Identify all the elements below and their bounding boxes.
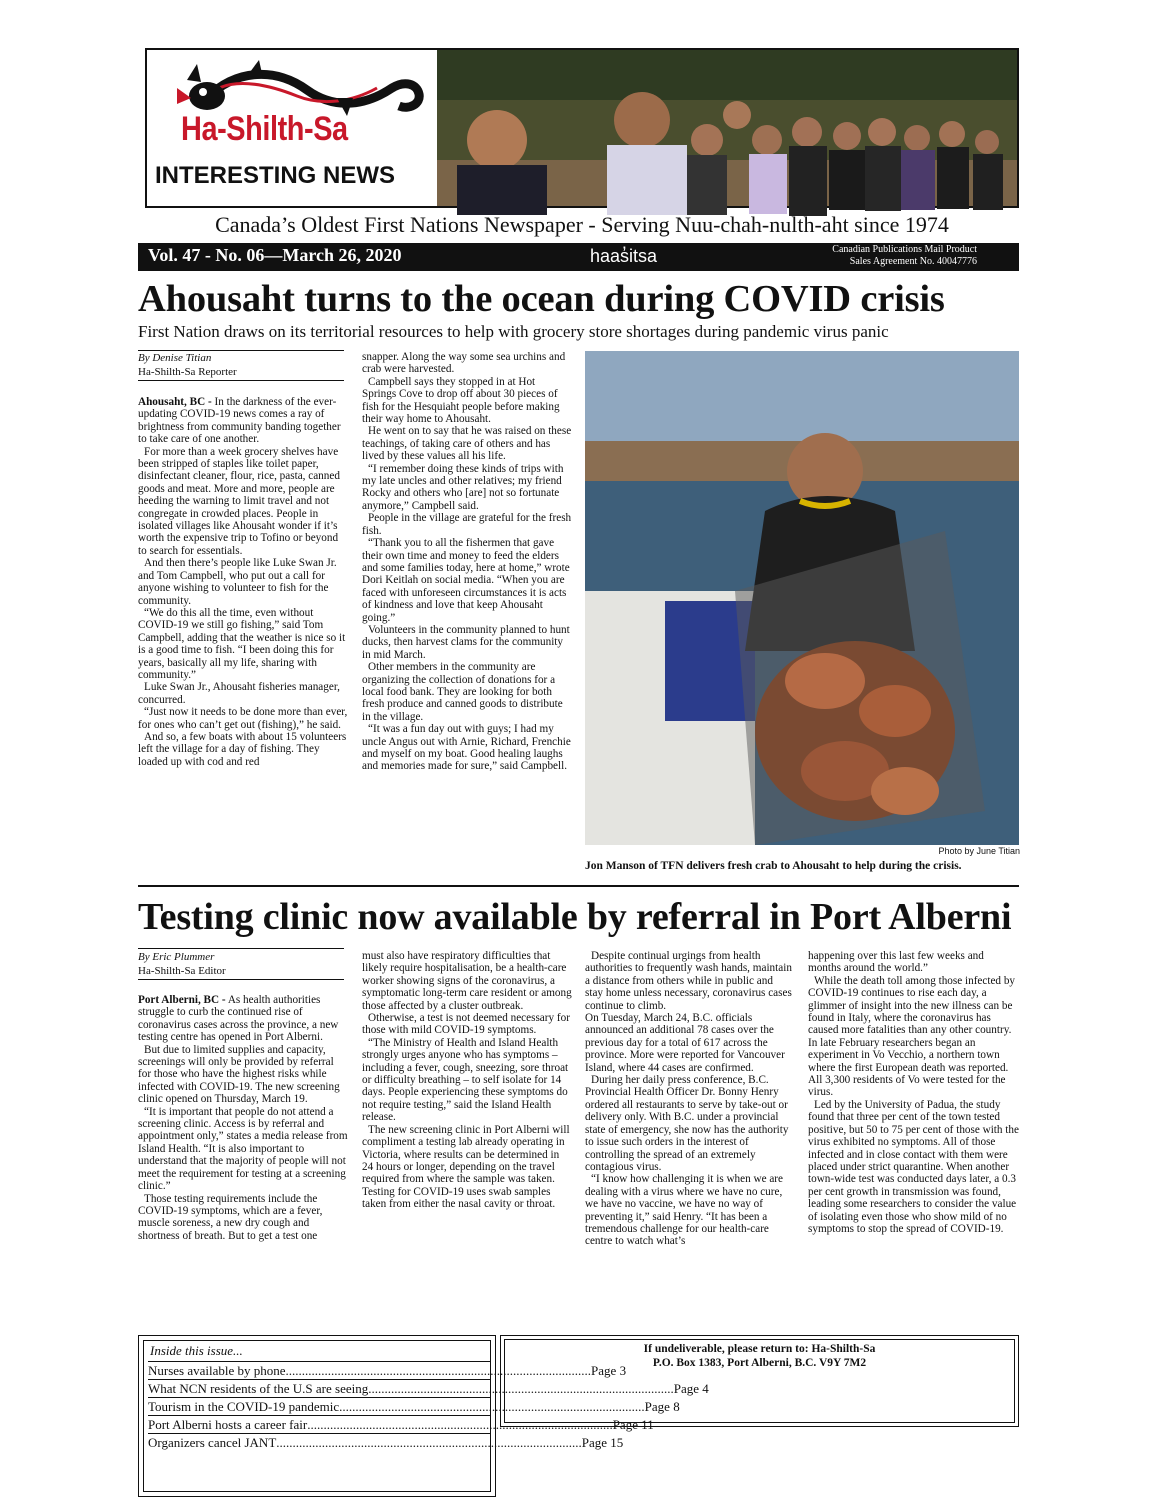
volume-issue-date: Vol. 47 - No. 06—March 26, 2020 [148,245,402,265]
photo-credit: Photo by June Titian [938,846,1020,856]
paragraph: must also have respiratory difficulties that likely require hospitalisation, be a health-care worker showing signs of the coronavirus, a symptomatic long-term care resident or among those affected by a cluster outbreak. [362,950,572,1012]
photo-caption: Jon Manson of TFN delivers fresh crab to Ahousaht to help during the crisis. [585,860,962,872]
toc-page: Page 3 [591,1363,627,1378]
paragraph: “I remember doing these kinds of trips with my late uncles and other relatives; my friend Rocky and others who [are] not so fortunate anymore,” Campbell said. [362,462,564,512]
logo-subtitle: INTERESTING NEWS [155,162,396,189]
paragraph: And so, a few boats with about 15 volunteers left the village for a day of fishing. They loaded up with cod and red [138,730,347,768]
return-line-1: If undeliverable, please return to: Ha-Shilth-Sa [643,1343,876,1355]
inside-title: Inside this issue... [150,1343,243,1358]
toc-item[interactable] [148,1415,654,1433]
toc-page: Page 15 [581,1435,624,1450]
story1-headline: Ahousaht turns to the ocean during COVID crisis [138,278,945,320]
dateline: Port Alberni, BC - [138,994,226,1006]
paragraph: But due to limited supplies and capacity, screenings will only be provided by referral for those who have the highest risks while infected with COVID-19. The new screening clinic opened on Thursday, March 19. [138,1043,340,1106]
toc-item[interactable] [148,1397,680,1415]
toc-leader: .............................................................................................. [276,1435,582,1450]
story2-byline [138,950,344,978]
toc-title: Port Alberni hosts a career fair [148,1417,308,1432]
byline-role: Ha-Shilth-Sa Editor [138,965,226,977]
paragraph: While the death toll among those infected by COVID-19 continues to rise each day, a glimmer of insight into the new illness can be found in Italy, where the coronavirus has caused more fatalities than any other country. In late February researchers began an experiment in Vo Vecchio, a northern town where the first European death was reported. All 3,300 residents of Vo were tested for the virus. [808,974,1016,1099]
masthead [145,48,1019,208]
dateline: Ahousaht, BC - [138,396,212,408]
toc-item[interactable] [148,1379,709,1397]
paragraph: “Thank you to all the fishermen that gave their own time and money to feed the elders and some families today, here at home,” wrote Dori Keitlah on social media. “When you are faced with unforeseen circumstances it is acts of kindness and love that keep Ahousaht going.” [362,537,570,624]
logo-name: Ha-Shilth-Sa [181,110,348,148]
paragraph: The new screening clinic in Port Alberni will compliment a testing lab already operating in Victoria, where results can be determined in 24 hours or longer, depending on the travel required from where the sample was taken. Testing for COVID-19 uses swab samples taken from either the nasal cavity or throat. [362,1123,570,1211]
toc-leader: .............................................................................................. [285,1363,592,1378]
paragraph: “It was a fun day out with guys; I had my uncle Angus out with Arnie, Richard, Frenchie and myself on my boat. Good healing laughs and memories made for sure,” said Campbell. [362,723,571,773]
tagline: Canada’s Oldest First Nations Newspaper - Serving Nuu-chah-nulth-aht since 1974 [215,212,949,237]
paragraph: And then there’s people like Luke Swan Jr. and Tom Campbell, who put out a call for anyone wishing to volunteer to fish for the community. [138,557,337,607]
return-line-2: P.O. Box 1383, Port Alberni, B.C. V9Y 7M2 [652,1357,867,1369]
paragraph: “Just now it needs to be done more than ever, for ones who can’t get out (fishing),” he said. [138,706,348,731]
return-address-box [500,1335,1019,1427]
story1-subhead: First Nation draws on its territorial resources to help with grocery store shortages during pandemic virus panic [138,322,889,341]
toc-title: Organizers cancel JANT [148,1435,277,1450]
story2-column-1 [138,994,348,1242]
byline-rule [138,380,344,381]
toc-item[interactable] [148,1433,624,1451]
paragraph: happening over this last few weeks and months around the world.” [808,950,984,975]
story1-column-2 [362,351,572,773]
mail-agreement [832,244,977,268]
paragraph: Led by the University of Padua, the study found that three per cent of the town tested positive, but 50 to 75 per cent of those with the virus exhibited no symptoms. All of those infected and in close contact with them were placed under strict quarantine. When another town-wide test was conducted days later, a 0.3 per cent growth in transmission was found, leading some researchers to consider the value of isolating even those who show mild of no symptoms to stop the spread of COVID-19. [808,1098,1019,1235]
byline-author: By Denise Titian [138,352,212,364]
paragraph: Other members in the community are organizing the collection of donations for a local food bank. They are looking for both fresh produce and canned goods to distribute in the village. [362,661,563,723]
story1-byline [138,351,344,379]
mail-line-1: Canadian Publications Mail Product [832,244,977,255]
paragraph: Those testing requirements include the COVID-19 symptoms, which are a fever, muscle soreness, a new dry cough and shortness of breath. But to get a test one [138,1192,323,1242]
story2-column-4 [808,950,1019,1235]
story2-headline: Testing clinic now available by referral in Port Alberni [138,896,1012,938]
paragraph: People in the village are grateful for the fresh fish. [362,512,572,537]
paragraph: Despite continual urgings from health authorities to frequently wash hands, maintain a distance from others while in public and stay home unless necessary, coronavirus cases continue to climb. [585,950,792,1012]
paragraph: Campbell says they stopped in at Hot Springs Cove to drop off about 30 pieces of fish for the Hesquiaht people before making their way home to Ahousaht. [362,375,560,426]
paragraph: On Tuesday, March 24, B.C. officials announced an additional 78 cases over the previous day for a total of 617 across the province. More were reported for Vancouver Island, where 44 cases are confirmed. [585,1012,785,1074]
toc-leader: .............................................................................................. [307,1417,613,1432]
toc-page: Page 4 [673,1381,709,1396]
paragraph: snapper. Along the way some sea urchins and crab were harvested. [362,351,566,376]
toc-page: Page 11 [612,1417,654,1432]
section-divider [138,885,1019,887]
toc-leader: .............................................................................................. [339,1399,645,1414]
story2-column-3 [585,950,793,1248]
byline-rule [138,350,344,351]
toc-title: What NCN residents of the U.S are seeing [148,1381,369,1396]
story2-column-2 [362,950,572,1211]
paragraph: For more than a week grocery shelves have been stripped of staples like toilet paper, disinfectant cleaner, flour, rice, pasta, canned goods and meat. More and more, people are heeding the warning to limit travel and not congregate in crowded places. People in isolated villages like Ahousaht wonder if it’s worth the expensive trip to Tofino or beyond to search for essentials. [138,445,340,557]
toc-title: Nurses available by phone [148,1363,286,1378]
inside-inner-border [143,1340,709,1492]
toc-item[interactable] [148,1361,627,1379]
fisherman-crab-image [585,351,1019,845]
paragraph: “The Ministry of Health and Island Health strongly urges anyone who has symptoms – including a fever, cough, sneezing, sore throat or difficulty breathing – to self isolate for 14 days. People experiencing these symptoms do not require testing,” said the Island Health release. [362,1036,569,1124]
logo [147,50,437,206]
mail-line-2: Sales Agreement No. 40047776 [849,256,977,267]
byline-rule [138,979,344,980]
toc-title: Tourism in the COVID-19 pandemic [148,1399,340,1414]
toc-leader: .............................................................................................. [368,1381,674,1396]
paragraph: “I know how challenging it is when we are dealing with a virus where we have no cure, we have no vaccine, we have no way of preventing it,” said Henry. “It has been a tremendous challenge for our health-care centre to watch what’s [585,1173,783,1248]
volume-bar [138,243,1019,271]
paragraph: “We do this all the time, even without COVID-19 we still go fishing,” said Tom Campbell, adding that the weather is nice so it is a good time to fish. “I been doing this for years, basically all my life, sharing with community.” [138,606,346,681]
story1-column-1 [138,396,348,768]
paragraph: “It is important that people do not attend a screening clinic. Access is by referral and appointment only,” states a media release from Island Health. “It is also important to understand that the majority of people will not meet the requirement for testing at a screening clinic.” [138,1105,348,1193]
paragraph: As health authorities struggle to curb the continued rise of coronavirus cases across the province, a new testing centre has opened in Port Alberni. [138,994,339,1044]
paragraph: Luke Swan Jr., Ahousaht fisheries manager, concurred. [138,681,340,706]
byline-author: By Eric Plummer [138,951,215,963]
paragraph: During her daily press conference, B.C. Provincial Health Officer Dr. Bonny Henry ordered all restaurants to serve by take-out or delivery only. With B.C. under a provincial state of emergency, she now has the authority to issue such orders in the interest of controlling the spread of an extremely contagious virus. [585,1074,789,1173]
paragraph: In the darkness of the ever-updating COVID-19 news comes a ray of brightness from community banding together to take care of one another. [138,396,341,446]
byline-role: Ha-Shilth-Sa Reporter [138,366,237,378]
paragraph: Volunteers in the community planned to hunt ducks, then harvest clams for the community in mid March. [362,623,570,661]
byline-rule [138,948,344,949]
return-address [504,1339,1015,1423]
masthead-photo [437,50,1017,206]
group-photo-image [437,50,1017,206]
nuu-chah-nulth-name: haas̓itsa [590,246,658,266]
inside-this-issue-box [138,1335,709,1497]
paragraph: He went on to say that he was raised on these teachings, of taking care of others and has lived by these values all his life. [362,425,572,463]
toc-page: Page 8 [644,1399,680,1414]
crab-photo [585,351,1019,845]
paragraph: Otherwise, a test is not deemed necessary for those with mild COVID-19 symptoms. [362,1012,570,1037]
